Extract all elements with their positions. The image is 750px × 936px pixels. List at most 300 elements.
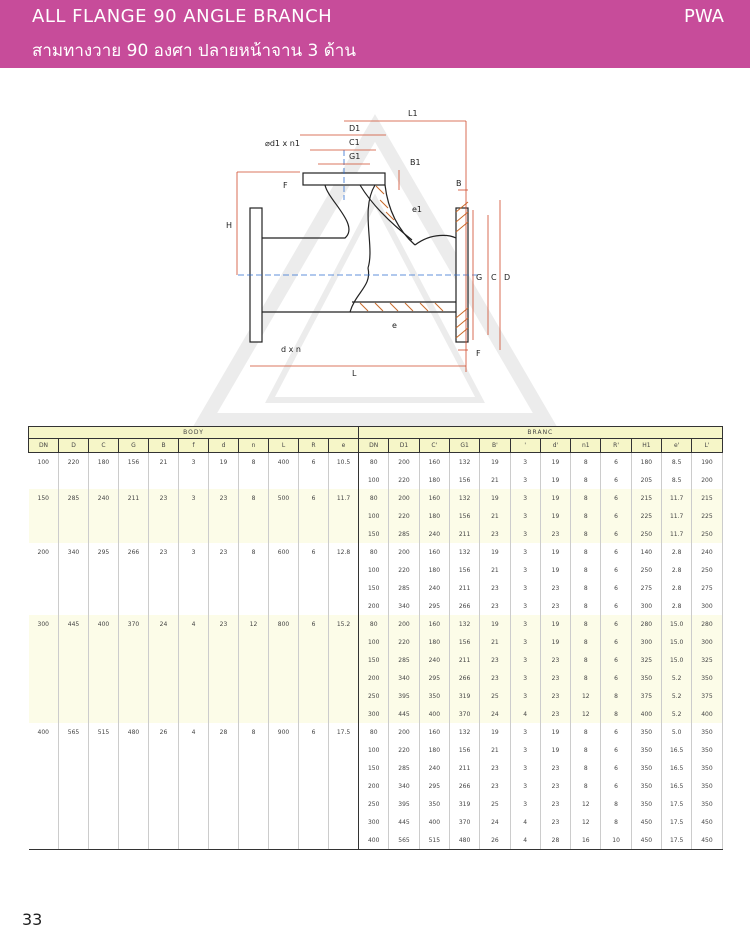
- table-cell: 132: [449, 723, 479, 741]
- table-cell: 250: [631, 561, 661, 579]
- table-cell: 23: [540, 795, 570, 813]
- table-cell: 3: [179, 543, 209, 561]
- table-cell: 15.0: [662, 633, 692, 651]
- table-cell: 400: [29, 723, 59, 741]
- table-cell: [119, 651, 149, 669]
- table-cell: 8: [571, 723, 601, 741]
- table-cell: 211: [449, 525, 479, 543]
- table-cell: 23: [540, 687, 570, 705]
- table-cell: [209, 597, 239, 615]
- table-cell: [209, 579, 239, 597]
- table-body: [29, 453, 723, 850]
- table-cell: [29, 795, 59, 813]
- table-cell: 8.5: [662, 471, 692, 489]
- page-number: 33: [22, 910, 43, 929]
- table-cell: 200: [389, 453, 419, 472]
- table-cell: 600: [269, 543, 299, 561]
- column-header: D1: [389, 439, 419, 453]
- table-cell: 565: [59, 723, 89, 741]
- table-cell: [29, 777, 59, 795]
- table-row: [29, 453, 723, 472]
- table-cell: 180: [419, 741, 449, 759]
- table-cell: [59, 651, 89, 669]
- table-cell: [269, 579, 299, 597]
- table-cell: [269, 525, 299, 543]
- table-cell: [299, 669, 329, 687]
- table-cell: [269, 759, 299, 777]
- table-cell: [299, 651, 329, 669]
- table-cell: 2.8: [662, 579, 692, 597]
- table-cell: [299, 597, 329, 615]
- table-cell: 100: [359, 471, 389, 489]
- table-cell: [239, 597, 269, 615]
- column-header: e: [329, 439, 359, 453]
- table-cell: 3: [510, 579, 540, 597]
- table-cell: 23: [540, 597, 570, 615]
- table-cell: 300: [631, 633, 661, 651]
- table-cell: [149, 651, 179, 669]
- table-cell: 240: [419, 651, 449, 669]
- table-cell: 19: [540, 561, 570, 579]
- table-cell: 15.2: [329, 615, 359, 633]
- table-cell: [299, 633, 329, 651]
- table-cell: [29, 669, 59, 687]
- table-cell: 205: [631, 471, 661, 489]
- table-cell: [29, 579, 59, 597]
- table-cell: 3: [510, 651, 540, 669]
- table-cell: 23: [540, 651, 570, 669]
- table-cell: [149, 813, 179, 831]
- table-cell: [149, 561, 179, 579]
- table-cell: 180: [631, 453, 661, 472]
- table-cell: 19: [540, 615, 570, 633]
- table-cell: 220: [59, 453, 89, 472]
- table-cell: [149, 633, 179, 651]
- label-e1: e1: [412, 205, 423, 214]
- table-cell: 5.2: [662, 705, 692, 723]
- table-cell: 150: [359, 759, 389, 777]
- table-cell: 156: [449, 561, 479, 579]
- table-cell: [179, 561, 209, 579]
- table-cell: [179, 795, 209, 813]
- table-cell: [59, 777, 89, 795]
- table-row: [29, 633, 723, 651]
- table-cell: 400: [89, 615, 119, 633]
- table-cell: 450: [692, 813, 722, 831]
- table-row: [29, 471, 723, 489]
- table-cell: [89, 651, 119, 669]
- table-cell: 3: [179, 453, 209, 472]
- table-cell: [269, 597, 299, 615]
- table-cell: [179, 741, 209, 759]
- dimension-table: [28, 426, 722, 850]
- table-cell: 200: [29, 543, 59, 561]
- table-cell: [329, 741, 359, 759]
- page-subtitle: สามทางวาย 90 องศา ปลายหน้าจาน 3 ด้าน: [32, 41, 356, 61]
- table-cell: 11.7: [329, 489, 359, 507]
- table-cell: 23: [540, 705, 570, 723]
- table-cell: [59, 579, 89, 597]
- table-cell: 3: [510, 507, 540, 525]
- table-cell: 8: [239, 543, 269, 561]
- column-header: D: [59, 439, 89, 453]
- table-cell: [89, 759, 119, 777]
- table-cell: 80: [359, 723, 389, 741]
- table-cell: [239, 471, 269, 489]
- table-cell: 3: [510, 795, 540, 813]
- table-cell: 17.5: [329, 723, 359, 741]
- table-cell: 156: [449, 471, 479, 489]
- table-cell: 300: [359, 705, 389, 723]
- table-cell: 23: [480, 669, 510, 687]
- table-cell: 21: [480, 561, 510, 579]
- table-cell: 160: [419, 723, 449, 741]
- table-cell: 6: [601, 579, 631, 597]
- table-cell: 445: [389, 813, 419, 831]
- table-cell: 350: [692, 741, 722, 759]
- table-cell: 8: [601, 705, 631, 723]
- table-cell: 200: [389, 489, 419, 507]
- table-cell: [149, 795, 179, 813]
- table-cell: [59, 813, 89, 831]
- column-header: H1: [631, 439, 661, 453]
- table-row: [29, 561, 723, 579]
- table-cell: [119, 633, 149, 651]
- table-cell: 340: [59, 543, 89, 561]
- table-cell: [329, 777, 359, 795]
- table-cell: [299, 687, 329, 705]
- table-cell: [239, 561, 269, 579]
- table-cell: 16.5: [662, 777, 692, 795]
- table-cell: [119, 525, 149, 543]
- table-cell: 6: [601, 543, 631, 561]
- table-cell: [209, 687, 239, 705]
- label-hole: d x n: [281, 345, 301, 354]
- table-cell: 5.2: [662, 669, 692, 687]
- table-row: [29, 597, 723, 615]
- table-cell: 28: [209, 723, 239, 741]
- table-cell: [59, 507, 89, 525]
- column-header: ': [510, 439, 540, 453]
- table-cell: 240: [419, 759, 449, 777]
- table-cell: 2.8: [662, 597, 692, 615]
- table-cell: [149, 669, 179, 687]
- table-cell: [179, 525, 209, 543]
- table-cell: 23: [540, 525, 570, 543]
- table-cell: [89, 687, 119, 705]
- table-cell: 6: [601, 597, 631, 615]
- table-cell: [179, 597, 209, 615]
- table-cell: 132: [449, 489, 479, 507]
- table-cell: [89, 507, 119, 525]
- table-cell: 350: [419, 687, 449, 705]
- table-row: [29, 723, 723, 741]
- table-cell: 450: [692, 831, 722, 850]
- table-row: [29, 525, 723, 543]
- table-cell: [299, 579, 329, 597]
- table-cell: [119, 597, 149, 615]
- table-row: [29, 741, 723, 759]
- table-cell: [329, 705, 359, 723]
- table-cell: 11.7: [662, 489, 692, 507]
- table-cell: 23: [149, 489, 179, 507]
- table-cell: [299, 561, 329, 579]
- table-cell: [119, 579, 149, 597]
- table-cell: 6: [601, 615, 631, 633]
- table-cell: [239, 579, 269, 597]
- table-cell: 240: [89, 489, 119, 507]
- table-cell: [299, 705, 329, 723]
- table-cell: 156: [449, 741, 479, 759]
- table-cell: [29, 741, 59, 759]
- table-cell: [239, 651, 269, 669]
- table-cell: 100: [359, 561, 389, 579]
- table-cell: [59, 471, 89, 489]
- table-cell: 200: [692, 471, 722, 489]
- table-cell: [29, 831, 59, 850]
- table-cell: 16.5: [662, 759, 692, 777]
- table-cell: 180: [419, 507, 449, 525]
- table-cell: 24: [149, 615, 179, 633]
- table-cell: 280: [692, 615, 722, 633]
- table-cell: 2.8: [662, 543, 692, 561]
- table-cell: 150: [359, 579, 389, 597]
- table-cell: [179, 705, 209, 723]
- table-cell: [209, 507, 239, 525]
- table-cell: [59, 831, 89, 850]
- table-cell: 21: [480, 633, 510, 651]
- table-cell: 19: [209, 453, 239, 472]
- table-cell: [299, 741, 329, 759]
- table-cell: 8: [571, 615, 601, 633]
- table-cell: 15.0: [662, 651, 692, 669]
- table-row: [29, 705, 723, 723]
- table-cell: [29, 597, 59, 615]
- table-cell: [29, 471, 59, 489]
- column-header: f: [179, 439, 209, 453]
- table-cell: [29, 507, 59, 525]
- table-cell: 200: [389, 723, 419, 741]
- table-cell: 280: [631, 615, 661, 633]
- table-cell: [89, 813, 119, 831]
- table-cell: 19: [540, 723, 570, 741]
- table-cell: 26: [480, 831, 510, 850]
- table-cell: [299, 777, 329, 795]
- table-cell: 350: [692, 669, 722, 687]
- table-cell: 6: [601, 561, 631, 579]
- table-cell: [329, 651, 359, 669]
- table-cell: [59, 705, 89, 723]
- table-cell: 350: [631, 795, 661, 813]
- table-cell: [269, 705, 299, 723]
- table-cell: [209, 795, 239, 813]
- table-cell: [299, 831, 329, 850]
- table-cell: [209, 633, 239, 651]
- label-b1: B1: [410, 158, 421, 167]
- table-cell: 220: [389, 471, 419, 489]
- table-cell: [329, 669, 359, 687]
- table-cell: [119, 669, 149, 687]
- label-e: e: [392, 321, 397, 330]
- table-cell: 6: [299, 489, 329, 507]
- table-cell: 21: [480, 471, 510, 489]
- label-g1: G1: [349, 152, 361, 161]
- table-cell: 3: [510, 723, 540, 741]
- table-cell: 211: [449, 579, 479, 597]
- table-cell: 23: [480, 525, 510, 543]
- table-cell: 4: [510, 705, 540, 723]
- table-cell: 4: [179, 723, 209, 741]
- table-cell: 8: [239, 489, 269, 507]
- table-cell: [119, 561, 149, 579]
- table-cell: [89, 705, 119, 723]
- table-cell: [209, 813, 239, 831]
- table-cell: 400: [631, 705, 661, 723]
- table-cell: 16.5: [662, 741, 692, 759]
- table-row: [29, 687, 723, 705]
- table-row: [29, 813, 723, 831]
- table-cell: 19: [480, 615, 510, 633]
- table-cell: 150: [359, 525, 389, 543]
- table-cell: [179, 579, 209, 597]
- table-row: [29, 615, 723, 633]
- table-cell: 19: [540, 453, 570, 472]
- table-cell: [149, 759, 179, 777]
- table-cell: [119, 795, 149, 813]
- table-cell: 8: [571, 597, 601, 615]
- table-cell: 266: [449, 669, 479, 687]
- table-cell: [89, 597, 119, 615]
- table-cell: 8: [571, 471, 601, 489]
- label-d1: D1: [349, 124, 361, 133]
- table-cell: 8: [571, 489, 601, 507]
- table-cell: 350: [692, 795, 722, 813]
- table-cell: [239, 633, 269, 651]
- table-cell: 295: [89, 543, 119, 561]
- table-cell: 8: [239, 453, 269, 472]
- table-cell: 220: [389, 507, 419, 525]
- table-cell: 11.7: [662, 525, 692, 543]
- table-cell: [59, 741, 89, 759]
- table-cell: 340: [389, 777, 419, 795]
- table-cell: 156: [449, 507, 479, 525]
- table-row: [29, 507, 723, 525]
- table-cell: 100: [29, 453, 59, 472]
- table-cell: 295: [419, 777, 449, 795]
- table-cell: 21: [480, 741, 510, 759]
- table-cell: 3: [510, 633, 540, 651]
- table-cell: [269, 669, 299, 687]
- table-cell: 3: [510, 597, 540, 615]
- table-cell: 220: [389, 633, 419, 651]
- table-cell: [89, 795, 119, 813]
- table-cell: 395: [389, 687, 419, 705]
- table-cell: [329, 813, 359, 831]
- table-cell: 275: [692, 579, 722, 597]
- table-cell: 375: [631, 687, 661, 705]
- table-cell: 2.8: [662, 561, 692, 579]
- table-cell: [269, 795, 299, 813]
- table-cell: 319: [449, 795, 479, 813]
- table-cell: 3: [510, 543, 540, 561]
- table-cell: 6: [601, 651, 631, 669]
- table-cell: [239, 831, 269, 850]
- table-cell: [209, 561, 239, 579]
- table-cell: 900: [269, 723, 299, 741]
- table-cell: [329, 579, 359, 597]
- table-cell: [119, 507, 149, 525]
- table-cell: 23: [480, 651, 510, 669]
- column-header: C: [89, 439, 119, 453]
- table-cell: 19: [540, 633, 570, 651]
- table-cell: [209, 669, 239, 687]
- table-cell: 8: [239, 723, 269, 741]
- table-cell: [269, 813, 299, 831]
- table-cell: [179, 687, 209, 705]
- table-cell: 6: [601, 525, 631, 543]
- table-cell: 300: [631, 597, 661, 615]
- table-cell: 445: [389, 705, 419, 723]
- table-cell: [149, 831, 179, 850]
- table-cell: [209, 741, 239, 759]
- tee-technical-drawing: [0, 68, 750, 428]
- table-cell: 8: [601, 687, 631, 705]
- table-cell: [89, 633, 119, 651]
- table-cell: 80: [359, 453, 389, 472]
- table-cell: 285: [389, 579, 419, 597]
- brand-label: PWA: [684, 6, 724, 27]
- table-cell: [269, 831, 299, 850]
- table-cell: 180: [419, 633, 449, 651]
- table-cell: [239, 741, 269, 759]
- table-row: [29, 795, 723, 813]
- table-cell: [239, 687, 269, 705]
- table-cell: 370: [449, 813, 479, 831]
- table-cell: 190: [692, 453, 722, 472]
- table-cell: [299, 525, 329, 543]
- table-cell: 156: [119, 453, 149, 472]
- table-cell: 350: [631, 777, 661, 795]
- table-cell: 340: [389, 597, 419, 615]
- table-cell: 215: [692, 489, 722, 507]
- table-cell: [89, 831, 119, 850]
- table-cell: 12.8: [329, 543, 359, 561]
- table-cell: 285: [389, 759, 419, 777]
- table-cell: [29, 813, 59, 831]
- table-cell: [89, 777, 119, 795]
- table-cell: [239, 669, 269, 687]
- table-cell: [119, 705, 149, 723]
- label-d: D: [504, 273, 511, 282]
- table-cell: 3: [510, 453, 540, 472]
- table-cell: 240: [419, 525, 449, 543]
- table-cell: 6: [601, 723, 631, 741]
- column-header: G: [119, 439, 149, 453]
- table-cell: 6: [299, 615, 329, 633]
- table-cell: 800: [269, 615, 299, 633]
- table-cell: 4: [510, 813, 540, 831]
- table-cell: 240: [419, 579, 449, 597]
- table-cell: [89, 741, 119, 759]
- table-cell: [59, 561, 89, 579]
- table-cell: 156: [449, 633, 479, 651]
- table-cell: [59, 795, 89, 813]
- label-f1: F: [283, 181, 288, 190]
- table-cell: 17.5: [662, 831, 692, 850]
- table-cell: 19: [540, 489, 570, 507]
- table-cell: 250: [692, 525, 722, 543]
- table-cell: [59, 759, 89, 777]
